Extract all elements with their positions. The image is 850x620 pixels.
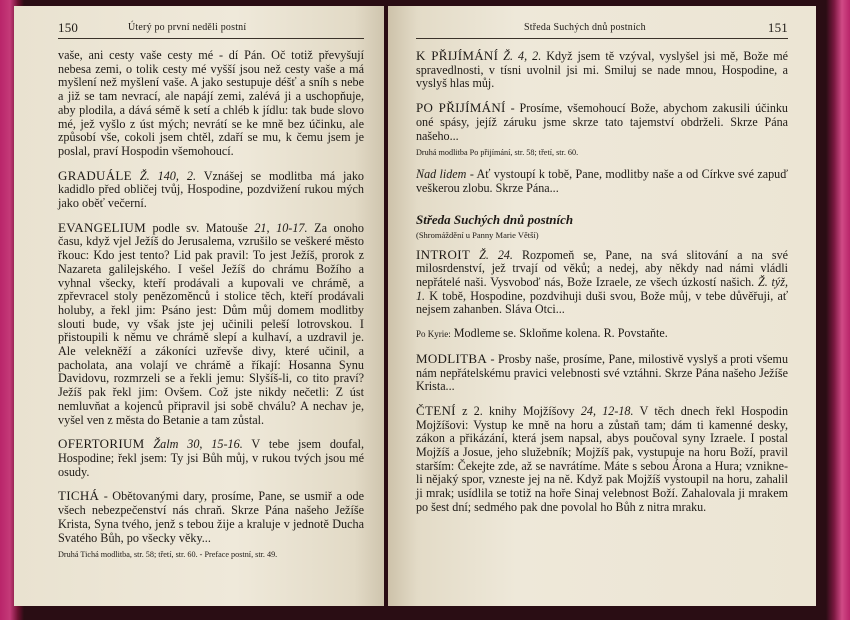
collect-paragraph: [416, 352, 788, 394]
left-running-title: Úterý po první neděli postní: [128, 22, 247, 33]
introit-ref-2: Ž. týž, 1.: [416, 275, 788, 303]
right-page-number: 151: [767, 20, 788, 35]
left-footnote: Druhá Tichá modlitba, str. 58; třetí, str. 60. - Preface postní, str. 49.: [58, 550, 278, 560]
kyrie-text: Modleme se. Skloňme kolena. R. Povstaňte.: [453, 326, 668, 341]
left-page-number: 150: [58, 20, 79, 35]
over-people-paragraph: [416, 168, 788, 195]
introit-text-2: K tobě, Hospodine, pozdvihuji duši svou, Bože můj, v tebe důvěřuji, ať nejsem zahanben. Sláva Otci...: [416, 288, 788, 317]
introit-text: Rozpomeň se, Pane, na svá slitování a na své milosrdenství, jež trvají od věků; a nedej, aby někdy nad námi vládli nepřátelé naši. Vysvoboď nás, Bože Izraele, ze všech úzkostí našich.: [416, 247, 788, 290]
over-people-heading: Nad lidem: [416, 167, 467, 182]
gradual-text: Vznášej se modlitba má jako kadidlo před obličej tvůj, Hospodine, pozdvižení rukou mých jako oběť večerní.: [58, 168, 365, 211]
postcommunion-text: - Prosíme, všemohoucí Bože, abychom zakusili účinku oné spásy, jejíž záruku jsme skrze tato tajemství obdrželi. Skrze Pána našeho...: [416, 101, 788, 143]
over-people-text: - Ať vystoupí k tobě, Pane, modlitby naše a od Církve své zapuď veškerou zlobu. Skrze Pána...: [416, 167, 789, 195]
gospel-ref: 21, 10-17.: [254, 220, 308, 235]
secret-paragraph: [58, 489, 364, 545]
offertory-paragraph: [58, 437, 364, 479]
communion-paragraph: [416, 49, 788, 91]
secret-heading: TICHÁ: [58, 488, 100, 504]
reading-ref: 24, 12-18.: [580, 403, 634, 418]
section-subtitle: (Shromáždění u Panny Marie Větší): [416, 229, 539, 240]
offertory-text: V tebe jsem doufal, Hospodine; řekl jsem: Ty jsi Bůh můj, v rukou tvých jsou mé osudy.: [58, 437, 365, 479]
secret-text: - Obětovanými dary, prosíme, Pane, se usmiř a ode všech nebezpečenství nás chraň. Skrze Pána našeho Ježíše Krista, Syna tvého, jenž s tebou žije a kraluje v jednotě Ducha Svatého Bůh, po všecky věky...: [58, 489, 364, 545]
collect-heading: MODLITBA: [416, 350, 488, 366]
reading-text: V těch dnech řekl Hospodin Mojžíšovi: Vystup ke mně na horu a zůstaň tam; dám ti kamenné desky, zákon a přikázání, která jsem napsal, abys poučoval syny Izraele. I postal Mojžíš a Josue, jeho služebník; Mojžíš pak, vystupuje na horu Boží, pravil starším: Čekejte zde, až se navrátíme. Máte s sebou Árona a Hura; vznikne-li nějaký spor, vzneste jej na ně. Když pak Mojžíš vystoupil na horu, zahalil ji mrak; usídlila se totiž na hoře Sinaj velebnost Boží. Zahalovala ji mrakem po šest dní; sedmého pak dne povolal ho Bůh z nitra mraku.: [416, 403, 789, 514]
right-running-head: [416, 18, 788, 39]
reading-paragraph: [416, 404, 788, 515]
kyrie-paragraph: [416, 327, 788, 342]
introit-ref: Ž. 24.: [479, 247, 513, 262]
reading-heading: ČTENÍ: [416, 402, 456, 418]
gospel-paragraph: [58, 221, 364, 428]
right-page: [388, 6, 816, 606]
offertory-ref: Žalm 30, 15-16.: [153, 437, 243, 452]
gospel-text: Za onoho času, když vjel Ježíš do Jerusalema, vzrušilo se veškeré město řkouc: Kdo jest tento? Lid pak pravil: To jest Ježíš, prorok z Nazareta galilejského. I vešel Ježíš do chrámu Božího a vyhnal všecky, kteří prodávali a kupovali ve chrámě, a zpřevracel stoly penězoměnců i stolice těch, kteří prodávali holuby, a řekl jim: Psáno jest: Dům můj domem modlitby slouti bude, vy však jste jej učinili peleší lotrovskou. I přistoupili k němu ve chrámě slepí a kulhaví, a uzdravil je. Ale velekněží a zákoníci uzřevše divy, které učinil, a pacholata, ana volají ve chrámě a říkají: Hosanna Synu Davidovu, rozmrzeli se a řekli jemu: Slyšíš-li, co tito praví? Ježíš pak řekl jim: Ovšem. Což jste nikdy nečetli: Z úst nemluvňat a kojenců připravil jsi sobě chválu? A nechav je, vyšel ven z města do Betanie a tam zůstal.: [58, 220, 364, 427]
introit-heading: INTROIT: [416, 246, 471, 262]
gradual-heading: GRADUÁLE: [58, 167, 132, 183]
gradual-ref: Ž. 140, 2.: [139, 168, 196, 183]
continuation-paragraph: vaše, ani cesty vaše cesty mé - dí Pán. Oč totiž převyšují nebesa zemi, o tolik cesty mé vyšší jsou než cesty vaše a má myšlení než myšlení vaše. A jako sestupuje déšť a sníh s nebe a již se tam nevrací, ale napájí zemi, zalévá ji a uschopňuje, aby plodila, a dává sémě k setí a chléb k jídlu: tak bude slovo mé, jež vyšlo z úst mých; nevrátí se ke mně bez účinku, ale způsobí vše, cokoli jsem chtěl, zdaří se mu, k čemu jsem je poslal, praví Hospodin všemohoucí.: [58, 48, 364, 158]
left-running-head: [58, 18, 364, 39]
gradual-paragraph: [58, 169, 364, 211]
left-page: [14, 6, 384, 606]
gospel-ref-prefix: podle sv. Matouše: [152, 220, 248, 235]
collect-text: - Prosby naše, prosíme, Pane, milostivě vyslyš a proti všemu nám nepřátelskému pravici velebnosti své vztáhni. Skrze Pána našeho Ježíše Krista...: [416, 351, 788, 394]
communion-text: Když jsem tě vzýval, vyslyšel jsi mě, Bože mé spravedlnosti, v tísni uvolnil jsi mi. Smiluj se nade mnou, Hospodine, a vyslyš hlas můj.: [416, 49, 788, 91]
communion-heading: K PŘIJÍMÁNÍ: [416, 48, 499, 63]
postcommunion-note: Druhá modlitba Po přijímání, str. 58; třetí, str. 60.: [416, 148, 579, 158]
section-title: Středa Suchých dnů postních: [416, 211, 574, 227]
kyrie-prefix: Po Kyrie:: [416, 329, 451, 340]
reading-ref-prefix: z 2. knihy Mojžíšovy: [462, 403, 575, 418]
gospel-heading: EVANGELIUM: [58, 219, 146, 235]
postcommunion-heading: PO PŘIJÍMÁNÍ: [416, 100, 506, 116]
right-running-title: Středa Suchých dnů postních: [524, 22, 646, 33]
communion-ref: Ž. 4, 2.: [503, 49, 542, 63]
postcommunion-paragraph: [416, 101, 788, 143]
introit-paragraph: [416, 248, 788, 318]
offertory-heading: OFERTORIUM: [58, 436, 145, 452]
